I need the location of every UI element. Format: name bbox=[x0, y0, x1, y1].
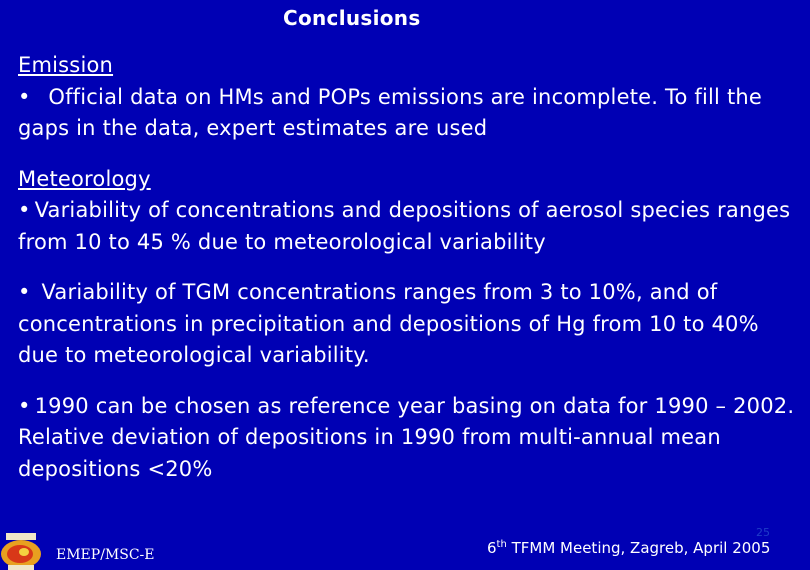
bullet-icon: • bbox=[18, 280, 31, 304]
section-reference-year bbox=[18, 391, 803, 486]
bullet-text: Official data on HMs and POPs emissions are incomplete. To fill the gaps in the data, expert estimates are used bbox=[18, 84, 763, 140]
bullet-icon: • bbox=[18, 84, 31, 109]
bullet-icon: • bbox=[18, 393, 31, 418]
slide-content bbox=[18, 50, 803, 504]
meeting-ordinal: 6 bbox=[487, 539, 497, 557]
footer-meeting bbox=[487, 539, 770, 557]
meeting-text: TFMM Meeting, Zagreb, April 2005 bbox=[511, 539, 771, 557]
section-emission bbox=[18, 50, 803, 145]
bullet-paragraph bbox=[18, 391, 803, 486]
msc-e-logo-icon bbox=[0, 532, 42, 570]
bullet-text: Variability of TGM concentrations ranges from 3 to 10%, and of concentrations in precipitation and depositions of Hg from 10 to 40% due to meteorological variability. bbox=[18, 280, 759, 367]
meeting-suffix: th bbox=[496, 539, 507, 550]
bullet-paragraph bbox=[18, 82, 803, 145]
bullet-paragraph bbox=[18, 195, 803, 258]
page-number: 25 bbox=[756, 526, 770, 539]
slide-title: Conclusions bbox=[283, 6, 421, 30]
bullet-paragraph bbox=[18, 277, 803, 372]
section-heading-meteorology: Meteorology bbox=[18, 166, 151, 191]
bullet-text: Variability of concentrations and depositions of aerosol species ranges from 10 to 45 % due to meteorological variability bbox=[18, 198, 791, 254]
bullet-icon: • bbox=[18, 198, 31, 222]
footer-organization: EMEP/MSC-E bbox=[56, 547, 155, 563]
bullet-text: 1990 can be chosen as reference year basing on data for 1990 – 2002. Relative deviation of depositions in 1990 from multi-annual mean depositions <20% bbox=[18, 393, 795, 481]
section-tgm bbox=[18, 277, 803, 372]
section-heading-emission: Emission bbox=[18, 53, 114, 77]
section-meteorology bbox=[18, 164, 803, 259]
